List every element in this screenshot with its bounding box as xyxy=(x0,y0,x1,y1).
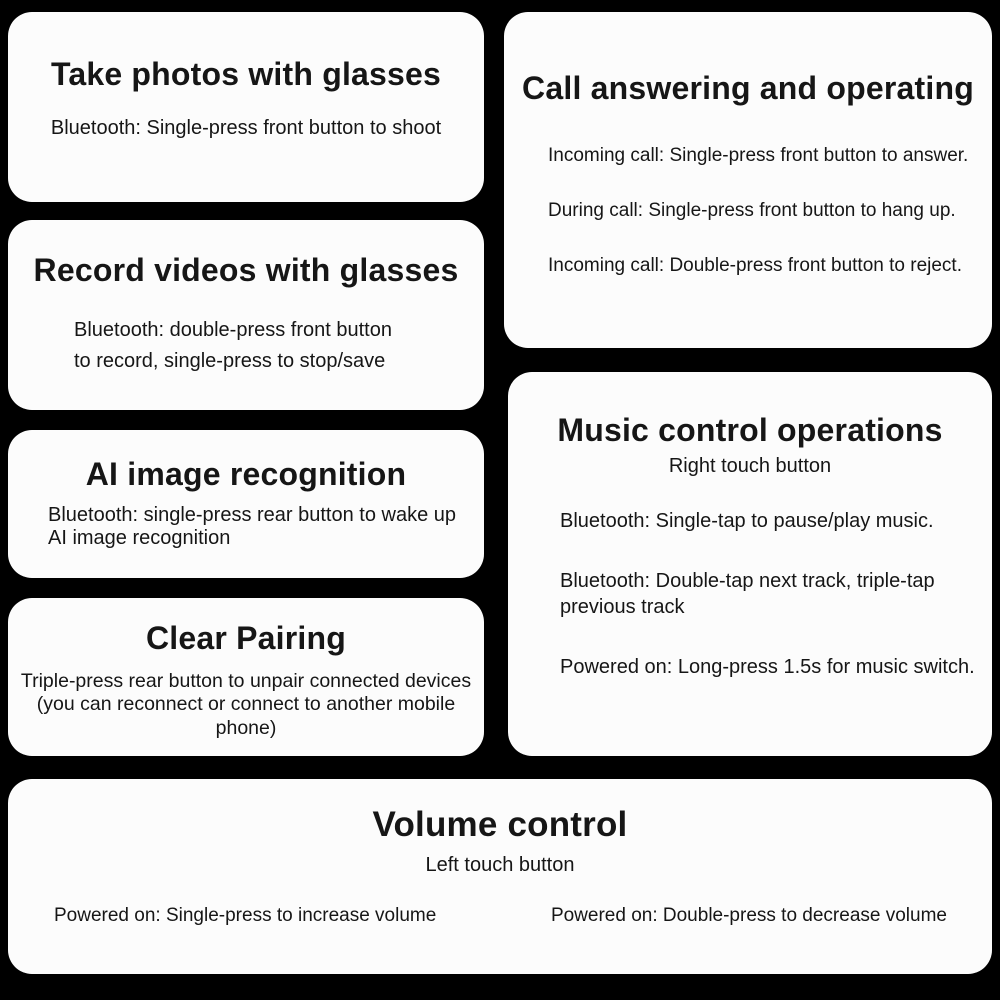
music-control-subtitle: Right touch button xyxy=(668,454,832,477)
record-videos-line-2: to record, single-press to stop/save xyxy=(74,349,386,372)
card-volume-control xyxy=(8,779,992,974)
card-record-videos xyxy=(8,220,484,410)
ai-recognition-title: AI image recognition xyxy=(85,456,407,492)
take-photos-title: Take photos with glasses xyxy=(50,56,442,92)
volume-control-subtitle: Left touch button xyxy=(425,854,575,877)
card-music-control xyxy=(508,372,992,756)
clear-pairing-instructions xyxy=(8,670,484,741)
ai-recognition-line-1: Bluetooth: single-press rear button to wake up xyxy=(48,503,457,526)
music-control-line-3: Powered on: Long-press 1.5s for music switch. xyxy=(560,655,975,678)
music-control-title: Music control operations xyxy=(557,412,943,448)
music-control-line-2: Bluetooth: Double-tap next track, triple-tap previous track xyxy=(560,569,935,618)
card-ai-recognition xyxy=(8,430,484,578)
take-photos-instruction: Bluetooth: Single-press front button to shoot xyxy=(50,116,442,139)
volume-decrease-instruction: Powered on: Double-press to decrease volume xyxy=(550,905,947,927)
volume-increase-instruction: Powered on: Single-press to increase volume xyxy=(54,905,437,927)
volume-control-title: Volume control xyxy=(372,805,628,844)
ai-recognition-instructions xyxy=(8,504,484,550)
call-answering-line-3: Incoming call: Double-press front button to reject. xyxy=(548,254,962,276)
call-answering-line-1: Incoming call: Single-press front button to answer. xyxy=(548,144,969,166)
record-videos-title: Record videos with glasses xyxy=(33,252,459,288)
record-videos-instructions xyxy=(8,315,484,377)
card-clear-pairing xyxy=(8,598,484,756)
record-videos-line-1: Bluetooth: double-press front button xyxy=(74,318,392,341)
clear-pairing-line-1: Triple-press rear button to unpair connected devices xyxy=(20,669,472,692)
volume-control-instructions xyxy=(8,905,992,927)
call-answering-title: Call answering and operating xyxy=(522,70,974,106)
clear-pairing-title: Clear Pairing xyxy=(145,620,346,656)
ai-recognition-line-2: AI image recognition xyxy=(48,526,231,549)
clear-pairing-line-2: (you can reconnect or connect to another mobile phone) xyxy=(36,693,456,739)
card-call-answering xyxy=(504,12,992,348)
card-take-photos xyxy=(8,12,484,202)
music-control-line-1: Bluetooth: Single-tap to pause/play music. xyxy=(560,509,934,532)
call-answering-line-2: During call: Single-press front button to hang up. xyxy=(548,199,956,221)
